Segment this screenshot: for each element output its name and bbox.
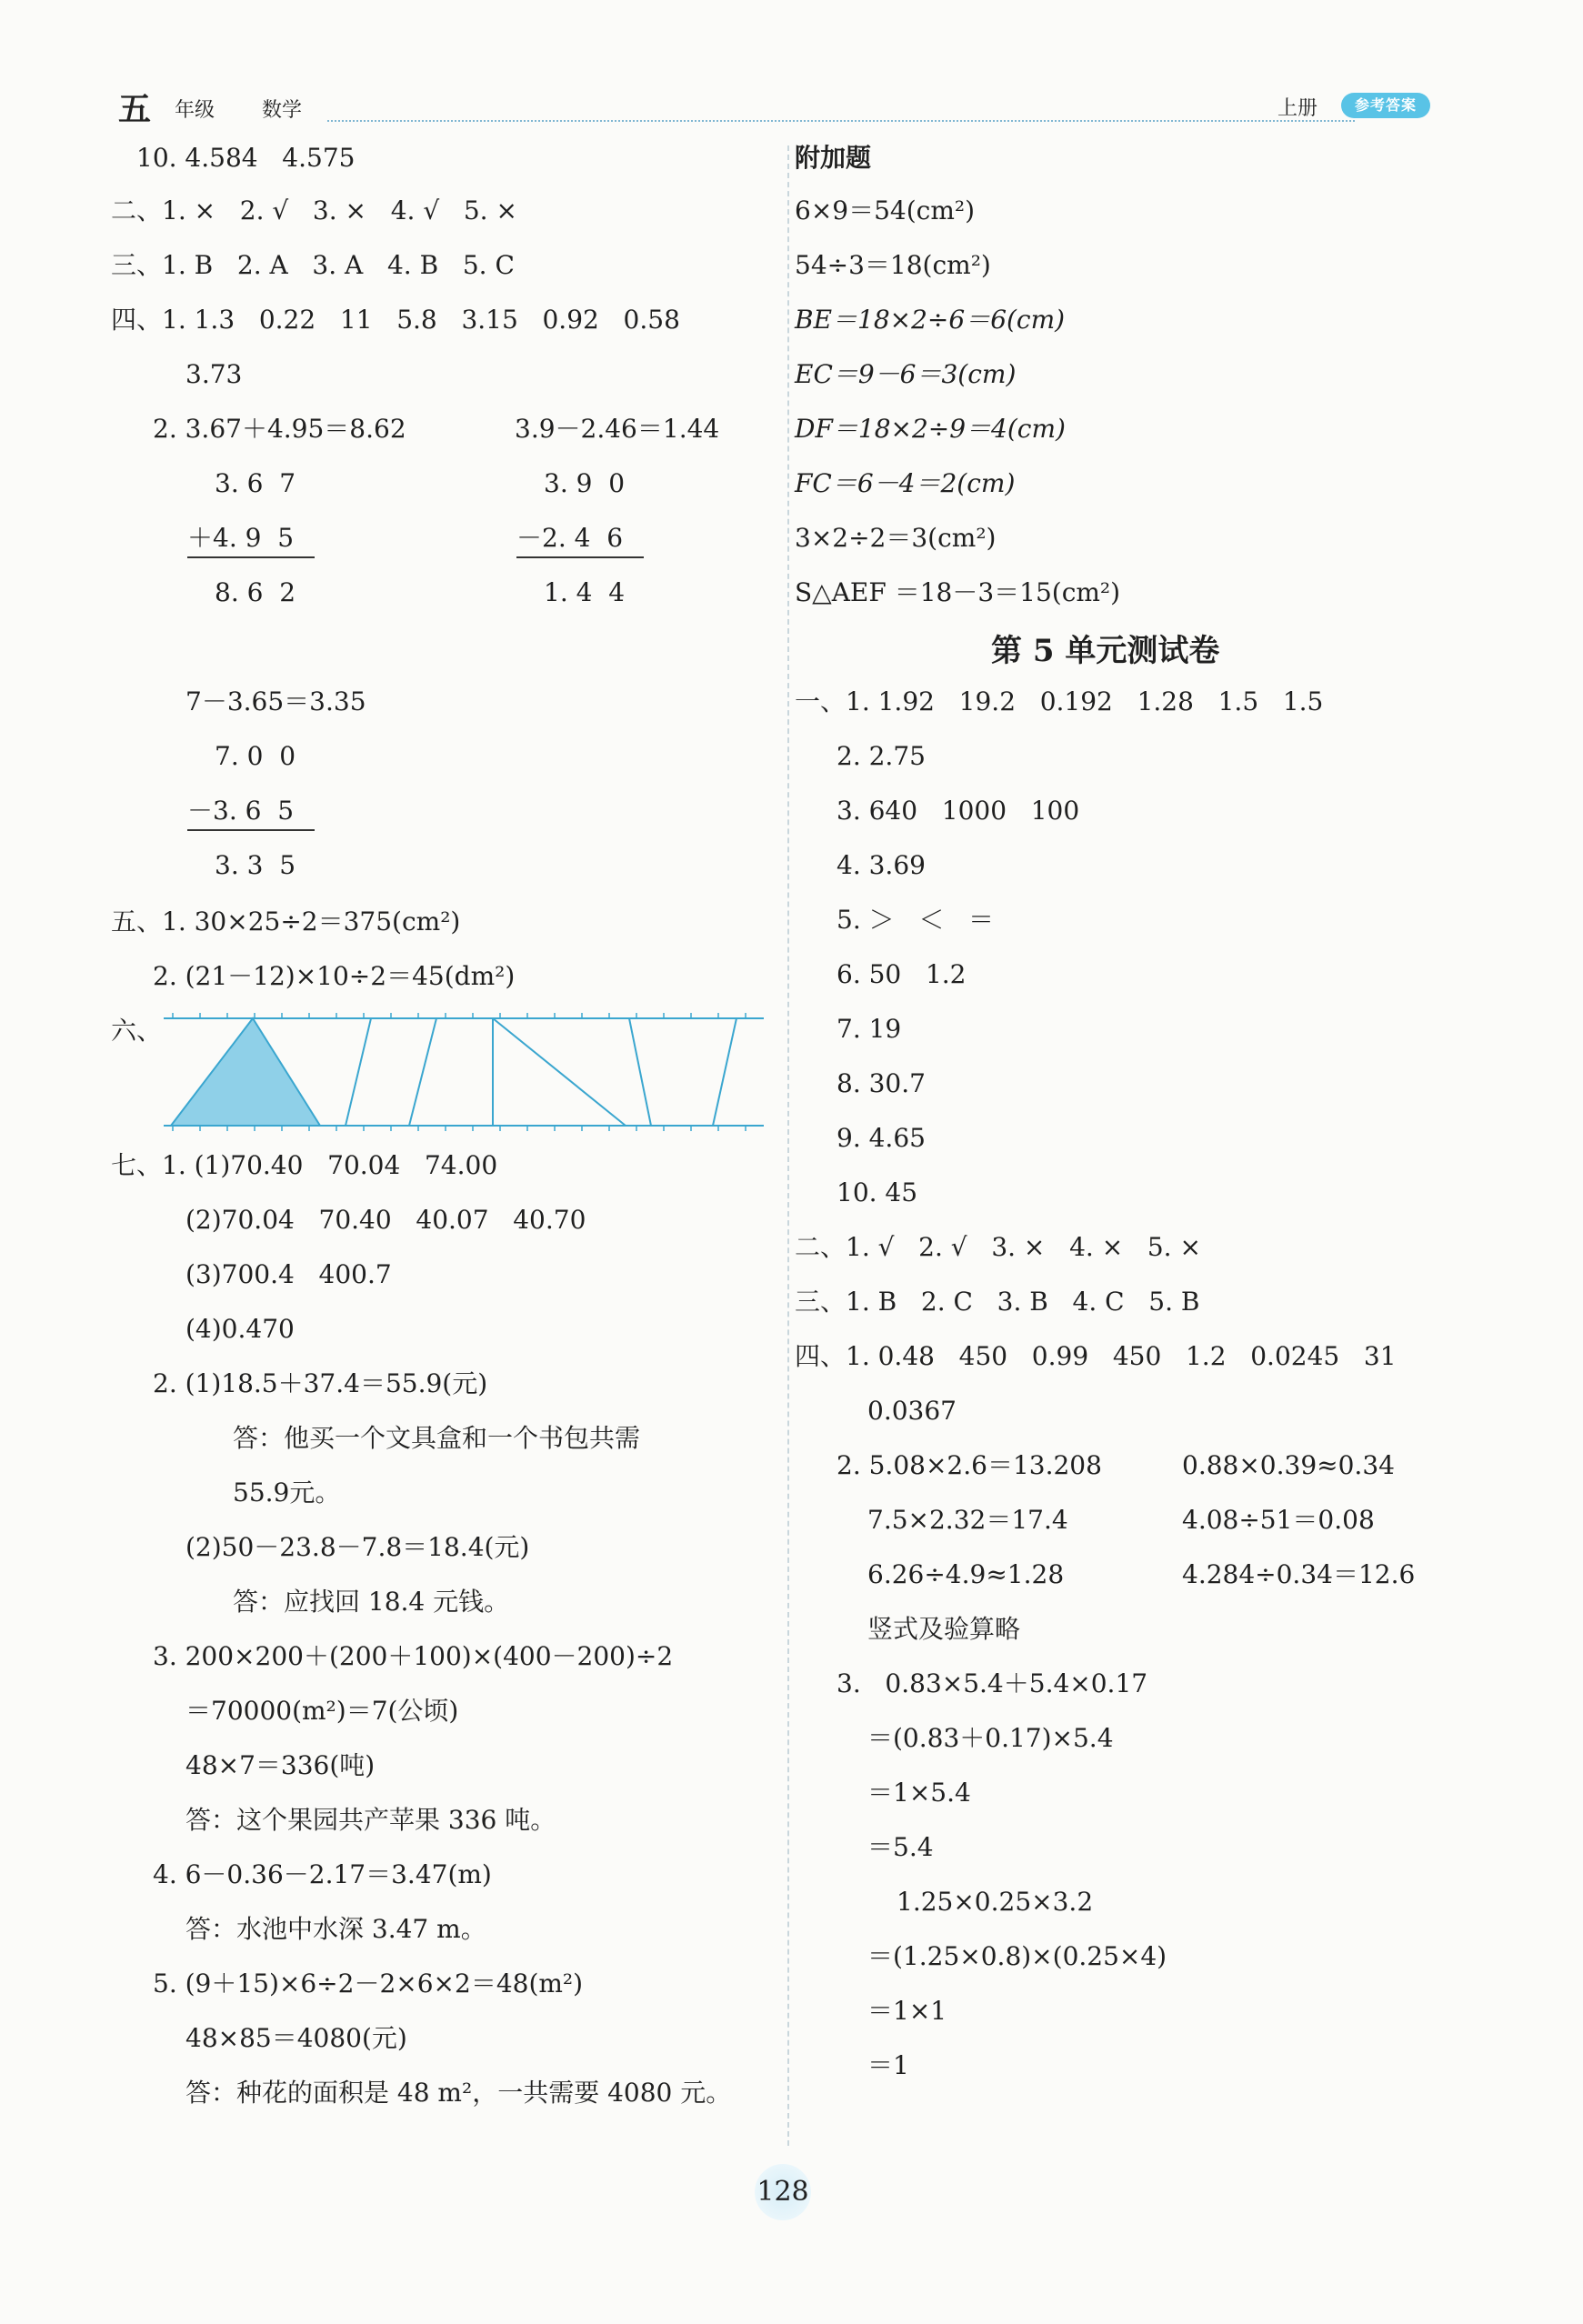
answer-line: 8. 30.7 [837, 1068, 926, 1098]
answer-line: 答：他买一个文具盒和一个书包共需 [233, 1423, 641, 1453]
calc-rule [187, 556, 315, 558]
answer-line: 3.73 [185, 359, 243, 389]
answer-line: 2. 2.75 [837, 741, 926, 771]
answer-line: 6. 50 1.2 [837, 959, 967, 989]
calc-rule [516, 556, 644, 558]
vertical-calc: 3. 3 5 [215, 850, 296, 880]
vertical-calc: －2. 4 6 [516, 523, 624, 553]
answer-line: 2. (21－12)×10÷2＝45(dm²) [153, 961, 516, 991]
vertical-calc: 3. 9 0 [544, 468, 626, 498]
answer-line: 0.88×0.39≈0.34 [1182, 1450, 1395, 1480]
answer-line: 55.9元。 [233, 1478, 341, 1508]
answer-line: 五、1. 30×25÷2＝375(cm²) [111, 907, 461, 937]
answer-line: 3. 200×200＋(200＋100)×(400－200)÷2 [153, 1641, 674, 1671]
answer-line: 6×9＝54(cm²) [795, 195, 976, 225]
grade-char: 五 [118, 90, 152, 128]
answer-line: ＝1×1 [867, 1996, 947, 2026]
answer-line: 4. 3.69 [837, 850, 926, 880]
answer-line: 3. 0.83×5.4＋5.4×0.17 [837, 1668, 1148, 1698]
answer-line: 5. ＞ ＜ ＝ [837, 905, 995, 935]
grade-label: 年级 [175, 99, 215, 122]
vertical-calc: ＋4. 9 5 [187, 523, 295, 553]
answer-line: 54÷3＝18(cm²) [795, 250, 991, 280]
answer-line: 2. (1)18.5＋37.4＝55.9(元) [153, 1368, 488, 1398]
shaded-triangle [171, 1018, 320, 1126]
header-rule [327, 120, 1355, 122]
answer-line: 0.0367 [867, 1396, 957, 1426]
answer-line: 竖式及验算略 [867, 1614, 1021, 1644]
answer-line: (4)0.470 [185, 1314, 295, 1344]
answer-line: 答：水池中水深 3.47 m。 [185, 1914, 486, 1944]
answer-line: DF＝18×2÷9＝4(cm) [795, 414, 1066, 444]
answer-line: 6.26÷4.9≈1.28 [867, 1559, 1065, 1589]
answer-line: EC＝9－6＝3(cm) [795, 359, 1017, 389]
vertical-calc: 1. 4 4 [544, 577, 626, 607]
answer-line: 三、1. B 2. C 3. B 4. C 5. B [795, 1287, 1200, 1317]
answer-line: 4. 6－0.36－2.17＝3.47(m) [153, 1859, 492, 1889]
answer-line: 答：种花的面积是 48 m²，一共需要 4080 元。 [185, 2078, 732, 2108]
answer-line: ＝1 [867, 2050, 909, 2080]
bonus-heading: 附加题 [795, 143, 872, 173]
answer-line: 2. 3.67＋4.95＝8.62 [153, 414, 406, 444]
answer-line: 7－3.65＝3.35 [185, 686, 366, 716]
answer-line: 一、1. 1.92 19.2 0.192 1.28 1.5 1.5 [795, 686, 1324, 716]
volume-label: 上册 [1277, 97, 1318, 120]
answer-line: 7.5×2.32＝17.4 [867, 1505, 1068, 1535]
answer-line: ＝1×5.4 [867, 1778, 971, 1808]
answer-line: S△AEF ＝18－3＝15(cm²) [795, 577, 1121, 607]
answer-line: 七、1. (1)70.40 70.04 74.00 [111, 1150, 498, 1180]
answer-line: 4.284÷0.34＝12.6 [1182, 1559, 1416, 1589]
answer-line: (2)70.04 70.40 40.07 40.70 [185, 1205, 586, 1235]
answer-line: 答：应找回 18.4 元钱。 [233, 1587, 510, 1617]
answer-line: 10. 45 [837, 1177, 918, 1207]
answer-line: BE＝18×2÷6＝6(cm) [795, 305, 1066, 335]
vertical-calc: 8. 6 2 [215, 577, 296, 607]
answer-line: 二、1. × 2. √ 3. × 4. √ 5. × [111, 195, 517, 225]
answer-line: 四、1. 1.3 0.22 11 5.8 3.15 0.92 0.58 [111, 305, 680, 335]
answer-line: 答：这个果园共产苹果 336 吨。 [185, 1805, 556, 1835]
answer-line: 10. 4.584 4.575 [136, 143, 356, 173]
answer-line: 9. 4.65 [837, 1123, 926, 1153]
answer-line: 四、1. 0.48 450 0.99 450 1.2 0.0245 31 [795, 1341, 1397, 1371]
answer-line: 二、1. √ 2. √ 3. × 4. × 5. × [795, 1232, 1201, 1262]
answer-line: 3.9－2.46＝1.44 [515, 414, 720, 444]
answer-line: 3. 640 1000 100 [837, 796, 1080, 826]
answer-line: (2)50－23.8－7.8＝18.4(元) [185, 1532, 530, 1562]
subject-label: 数学 [262, 99, 303, 122]
answer-line: 48×85＝4080(元) [185, 2023, 407, 2053]
section-title: 第 5 单元测试卷 [991, 633, 1220, 669]
answer-line: 3×2÷2＝3(cm²) [795, 523, 997, 553]
answer-line: 4.08÷51＝0.08 [1182, 1505, 1375, 1535]
answer-line: 2. 5.08×2.6＝13.208 [837, 1450, 1102, 1480]
answer-line: 六、 [111, 1016, 163, 1046]
geometry-figure [164, 1006, 773, 1133]
column-divider [787, 145, 789, 2146]
calc-rule [187, 829, 315, 831]
answer-line: 1.25×0.25×3.2 [897, 1887, 1094, 1917]
answer-line: 7. 19 [837, 1014, 902, 1044]
answer-badge: 参考答案 [1341, 93, 1430, 118]
vertical-calc: 3. 6 7 [215, 468, 296, 498]
answer-line: ＝5.4 [867, 1832, 934, 1862]
answer-line: 48×7＝336(吨) [185, 1750, 376, 1780]
page-number: 128 [755, 2164, 811, 2220]
answer-line: FC＝6－4＝2(cm) [795, 468, 1016, 498]
answer-line: ＝(1.25×0.8)×(0.25×4) [867, 1941, 1167, 1971]
answer-line: 三、1. B 2. A 3. A 4. B 5. C [111, 250, 515, 280]
answer-line: ＝70000(m²)＝7(公顷) [185, 1696, 459, 1726]
page-header [109, 89, 1428, 128]
vertical-calc: －3. 6 5 [187, 796, 295, 826]
answer-line: ＝(0.83＋0.17)×5.4 [867, 1723, 1114, 1753]
answer-line: (3)700.4 400.7 [185, 1259, 392, 1289]
vertical-calc: 7. 0 0 [215, 741, 296, 771]
answer-line: 5. (9＋15)×6÷2－2×6×2＝48(m²) [153, 1968, 584, 1998]
